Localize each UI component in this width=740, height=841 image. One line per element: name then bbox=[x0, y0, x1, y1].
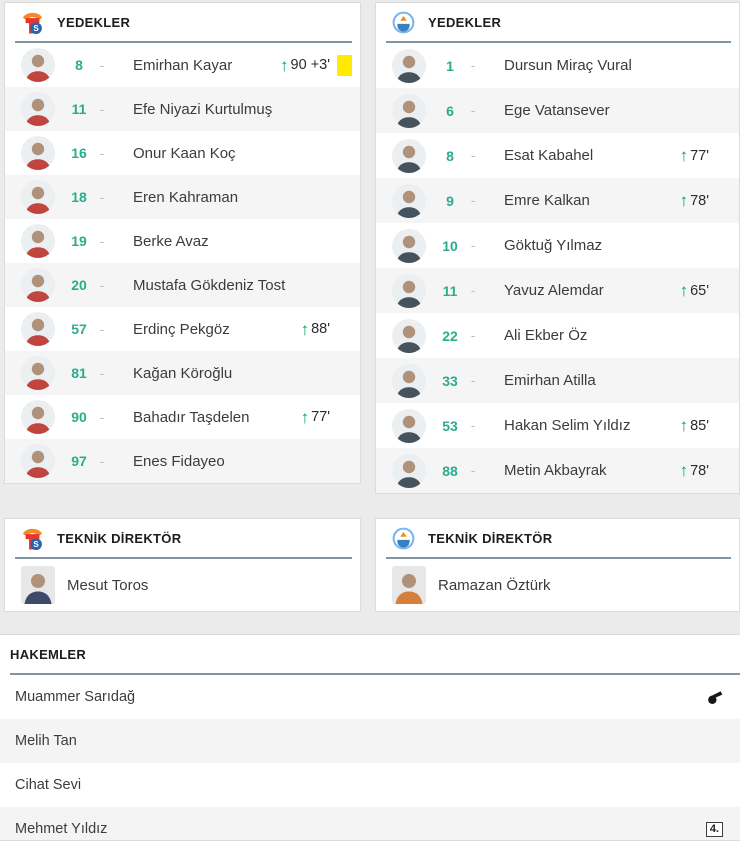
number-separator: - bbox=[470, 58, 476, 73]
substitution-info bbox=[680, 192, 709, 209]
manager-name[interactable]: Mesut Toros bbox=[67, 576, 149, 594]
away-manager-row[interactable] bbox=[376, 559, 739, 611]
substitute-row[interactable] bbox=[376, 88, 739, 133]
number-separator: - bbox=[99, 57, 105, 73]
player-number: 20 bbox=[71, 277, 87, 293]
away-subs-header bbox=[376, 3, 739, 41]
yellow-card-slot bbox=[337, 407, 352, 428]
sub-in-arrow-icon: ↑ bbox=[679, 191, 689, 210]
player-name[interactable]: Ali Ekber Öz bbox=[504, 327, 588, 344]
player-avatar bbox=[21, 400, 55, 434]
sub-in-minute: 77' bbox=[311, 409, 330, 425]
player-photo-placeholder bbox=[392, 94, 426, 128]
yellow-card-slot bbox=[716, 415, 731, 436]
substitute-row[interactable] bbox=[5, 351, 360, 395]
away-manager-header bbox=[376, 519, 739, 557]
referee-row bbox=[0, 719, 740, 763]
sub-in-arrow-icon: ↑ bbox=[679, 281, 689, 300]
player-number: 88 bbox=[442, 462, 458, 479]
referee-row bbox=[0, 807, 740, 841]
player-name[interactable]: Emre Kalkan bbox=[504, 192, 590, 209]
player-number: 53 bbox=[442, 417, 458, 434]
number-separator: - bbox=[99, 189, 105, 205]
player-avatar bbox=[21, 180, 55, 214]
player-photo-placeholder bbox=[21, 48, 55, 82]
player-name[interactable]: Kağan Köroğlu bbox=[133, 364, 233, 382]
player-photo-placeholder bbox=[392, 319, 426, 353]
substitution-info bbox=[680, 147, 709, 164]
yellow-card-slot bbox=[716, 55, 731, 76]
player-number: 19 bbox=[71, 233, 87, 249]
substitute-row[interactable] bbox=[5, 395, 360, 439]
home-subs-header bbox=[5, 3, 360, 41]
whistle-icon bbox=[707, 689, 723, 705]
player-photo-placeholder bbox=[21, 224, 55, 258]
manager-avatar bbox=[392, 566, 426, 604]
player-avatar bbox=[392, 229, 426, 263]
yellow-card-slot bbox=[716, 460, 731, 481]
substitute-row[interactable] bbox=[376, 448, 739, 493]
player-number: 90 bbox=[71, 409, 87, 425]
player-photo-placeholder bbox=[392, 139, 426, 173]
number-separator: - bbox=[470, 103, 476, 118]
home-logo-letter: S bbox=[33, 23, 39, 33]
referee-role-indicator bbox=[707, 689, 723, 705]
player-name[interactable]: Hakan Selim Yıldız bbox=[504, 417, 631, 434]
player-photo-placeholder bbox=[21, 312, 55, 346]
player-photo-placeholder bbox=[21, 136, 55, 170]
referees-header bbox=[0, 635, 740, 673]
player-photo-placeholder bbox=[392, 364, 426, 398]
player-photo-placeholder bbox=[392, 409, 426, 443]
yellow-card-slot bbox=[716, 100, 731, 121]
referees-title: HAKEMLER bbox=[10, 646, 87, 662]
home-logo-letter: S bbox=[33, 539, 39, 549]
substitute-row[interactable] bbox=[5, 87, 360, 131]
number-separator: - bbox=[470, 283, 476, 298]
yellow-card-slot bbox=[716, 370, 731, 391]
substitute-row[interactable] bbox=[5, 263, 360, 307]
yellow-card-slot bbox=[716, 235, 731, 256]
referee-row bbox=[0, 763, 740, 807]
substitute-row[interactable] bbox=[5, 43, 360, 87]
player-avatar bbox=[21, 356, 55, 390]
away-subs-list bbox=[376, 43, 739, 493]
manager-photo-placeholder bbox=[392, 566, 426, 604]
number-separator: - bbox=[470, 148, 476, 163]
player-name[interactable]: Efe Niyazi Kurtulmuş bbox=[133, 100, 273, 118]
away-manager-panel bbox=[375, 518, 740, 612]
player-avatar bbox=[21, 268, 55, 302]
player-number: 11 bbox=[71, 101, 87, 117]
home-team-logo-icon bbox=[21, 10, 44, 35]
number-separator: - bbox=[470, 328, 476, 343]
player-avatar bbox=[392, 184, 426, 218]
home-subs-title: YEDEKLER bbox=[57, 14, 131, 30]
player-avatar bbox=[392, 139, 426, 173]
yellow-card-slot bbox=[337, 275, 352, 296]
home-team-logo-icon bbox=[21, 526, 44, 551]
referee-name: Melih Tan bbox=[15, 733, 77, 749]
player-avatar bbox=[392, 49, 426, 83]
fourth-official-badge: 4. bbox=[706, 822, 723, 837]
sub-in-minute: 85' bbox=[690, 417, 709, 434]
player-photo-placeholder bbox=[21, 444, 55, 478]
player-avatar bbox=[21, 48, 55, 82]
player-number: 81 bbox=[71, 365, 87, 381]
substitute-row[interactable] bbox=[376, 403, 739, 448]
sub-in-minute: 77' bbox=[690, 147, 709, 164]
yellow-card-slot bbox=[716, 325, 731, 346]
player-avatar bbox=[21, 312, 55, 346]
player-name[interactable]: Onur Kaan Koç bbox=[133, 144, 236, 162]
number-separator: - bbox=[470, 418, 476, 433]
away-substitutes-panel bbox=[375, 2, 740, 494]
yellow-card-slot bbox=[716, 280, 731, 301]
yellow-card-slot bbox=[337, 231, 352, 252]
player-photo-placeholder bbox=[392, 184, 426, 218]
home-substitutes-panel bbox=[4, 2, 361, 484]
player-avatar bbox=[392, 364, 426, 398]
player-name[interactable]: Eren Kahraman bbox=[133, 188, 239, 206]
manager-photo-placeholder bbox=[21, 566, 55, 604]
referees-panel bbox=[0, 634, 740, 841]
manager-name[interactable]: Ramazan Öztürk bbox=[438, 576, 551, 594]
player-avatar bbox=[21, 92, 55, 126]
sub-in-arrow-icon: ↑ bbox=[679, 461, 689, 480]
number-separator: - bbox=[99, 453, 105, 469]
player-name[interactable]: Göktuğ Yılmaz bbox=[504, 237, 603, 254]
player-photo-placeholder bbox=[21, 400, 55, 434]
substitute-row[interactable] bbox=[5, 219, 360, 263]
referee-name: Mehmet Yıldız bbox=[15, 821, 108, 837]
away-team-logo-icon bbox=[392, 10, 415, 35]
player-photo-placeholder bbox=[21, 92, 55, 126]
referees-list bbox=[0, 675, 740, 841]
player-name[interactable]: Emirhan Atilla bbox=[504, 372, 596, 389]
away-subs-title: YEDEKLER bbox=[428, 14, 502, 30]
home-manager-header bbox=[5, 519, 360, 557]
player-name[interactable]: Dursun Miraç Vural bbox=[504, 57, 632, 74]
player-avatar bbox=[21, 224, 55, 258]
yellow-card-slot bbox=[716, 145, 731, 166]
player-number: 10 bbox=[442, 237, 458, 254]
yellow-card-slot bbox=[337, 319, 352, 340]
player-photo-placeholder bbox=[21, 268, 55, 302]
substitute-row[interactable] bbox=[5, 439, 360, 483]
referee-role-indicator bbox=[706, 822, 723, 837]
yellow-card-slot bbox=[337, 99, 352, 120]
substitute-row[interactable] bbox=[5, 131, 360, 175]
number-separator: - bbox=[99, 365, 105, 381]
sub-in-minute: 90 +3' bbox=[290, 57, 330, 73]
player-number: 11 bbox=[442, 282, 458, 299]
yellow-card-slot bbox=[337, 55, 352, 76]
substitute-row[interactable] bbox=[5, 307, 360, 351]
sub-in-minute: 78' bbox=[690, 192, 709, 209]
substitute-row[interactable] bbox=[376, 178, 739, 223]
substitution-info bbox=[301, 409, 330, 426]
substitute-row[interactable] bbox=[376, 313, 739, 358]
sub-in-minute: 88' bbox=[311, 321, 330, 337]
player-photo-placeholder bbox=[392, 274, 426, 308]
substitution-info bbox=[280, 57, 330, 74]
number-separator: - bbox=[99, 409, 105, 425]
player-name[interactable]: Bahadır Taşdelen bbox=[133, 408, 250, 426]
player-avatar bbox=[21, 136, 55, 170]
player-avatar bbox=[392, 454, 426, 488]
player-number: 97 bbox=[71, 453, 87, 469]
home-subs-list bbox=[5, 43, 360, 483]
sub-in-minute: 65' bbox=[690, 282, 709, 299]
player-number: 22 bbox=[442, 327, 458, 344]
home-manager-title: TEKNİK DİREKTÖR bbox=[57, 530, 182, 546]
yellow-card-slot bbox=[716, 190, 731, 211]
player-number: 33 bbox=[442, 372, 458, 389]
player-avatar bbox=[392, 409, 426, 443]
player-name[interactable]: Berke Avaz bbox=[133, 232, 209, 250]
number-separator: - bbox=[99, 321, 105, 337]
player-name[interactable]: Metin Akbayrak bbox=[504, 462, 607, 479]
number-separator: - bbox=[99, 233, 105, 249]
player-photo-placeholder bbox=[392, 454, 426, 488]
player-number: 18 bbox=[71, 189, 87, 205]
player-number: 57 bbox=[71, 321, 87, 337]
player-avatar bbox=[392, 94, 426, 128]
player-name[interactable]: Yavuz Alemdar bbox=[504, 282, 604, 299]
number-separator: - bbox=[470, 373, 476, 388]
number-separator: - bbox=[470, 463, 476, 478]
yellow-card-slot bbox=[337, 363, 352, 384]
sub-in-arrow-icon: ↑ bbox=[300, 319, 310, 339]
player-avatar bbox=[392, 274, 426, 308]
referee-name: Muammer Sarıdağ bbox=[15, 689, 136, 705]
substitution-info bbox=[680, 417, 709, 434]
away-team-logo-icon bbox=[392, 526, 415, 551]
sub-in-arrow-icon: ↑ bbox=[280, 55, 289, 75]
player-number: 1 bbox=[446, 57, 454, 74]
substitution-info bbox=[680, 462, 709, 479]
player-avatar bbox=[392, 319, 426, 353]
sub-in-minute: 78' bbox=[690, 462, 709, 479]
substitute-row[interactable] bbox=[376, 358, 739, 403]
away-manager-title: TEKNİK DİREKTÖR bbox=[428, 530, 553, 546]
player-number: 8 bbox=[446, 147, 454, 164]
player-name[interactable]: Esat Kabahel bbox=[504, 147, 594, 164]
player-photo-placeholder bbox=[392, 49, 426, 83]
player-name[interactable]: Ege Vatansever bbox=[504, 102, 610, 119]
number-separator: - bbox=[99, 277, 105, 293]
referee-row bbox=[0, 675, 740, 719]
player-name[interactable]: Erdinç Pekgöz bbox=[133, 320, 230, 338]
yellow-card-slot bbox=[337, 143, 352, 164]
manager-avatar bbox=[21, 566, 55, 604]
player-photo-placeholder bbox=[392, 229, 426, 263]
player-avatar bbox=[21, 444, 55, 478]
yellow-card-slot bbox=[337, 187, 352, 208]
substitution-info bbox=[680, 282, 709, 299]
home-manager-panel bbox=[4, 518, 361, 612]
player-number: 6 bbox=[446, 102, 454, 119]
sub-in-arrow-icon: ↑ bbox=[679, 146, 689, 165]
substitute-row[interactable] bbox=[376, 223, 739, 268]
player-name[interactable]: Emirhan Kayar bbox=[133, 56, 233, 74]
substitute-row[interactable] bbox=[376, 133, 739, 178]
player-name[interactable]: Mustafa Gökdeniz Tost bbox=[133, 276, 286, 294]
number-separator: - bbox=[470, 193, 476, 208]
substitute-row[interactable] bbox=[376, 43, 739, 88]
substitution-info bbox=[301, 321, 330, 338]
player-number: 9 bbox=[446, 192, 454, 209]
player-number: 16 bbox=[71, 145, 87, 161]
number-separator: - bbox=[470, 238, 476, 253]
sub-in-arrow-icon: ↑ bbox=[300, 407, 310, 427]
number-separator: - bbox=[99, 145, 105, 161]
player-photo-placeholder bbox=[21, 356, 55, 390]
home-manager-row[interactable] bbox=[5, 559, 360, 611]
substitute-row[interactable] bbox=[5, 175, 360, 219]
sub-in-arrow-icon: ↑ bbox=[679, 416, 689, 435]
number-separator: - bbox=[99, 101, 105, 117]
referee-name: Cihat Sevi bbox=[15, 777, 82, 793]
yellow-card-slot bbox=[337, 451, 352, 472]
player-photo-placeholder bbox=[21, 180, 55, 214]
substitute-row[interactable] bbox=[376, 268, 739, 313]
player-number: 8 bbox=[75, 57, 83, 73]
player-name[interactable]: Enes Fidayeo bbox=[133, 452, 225, 470]
